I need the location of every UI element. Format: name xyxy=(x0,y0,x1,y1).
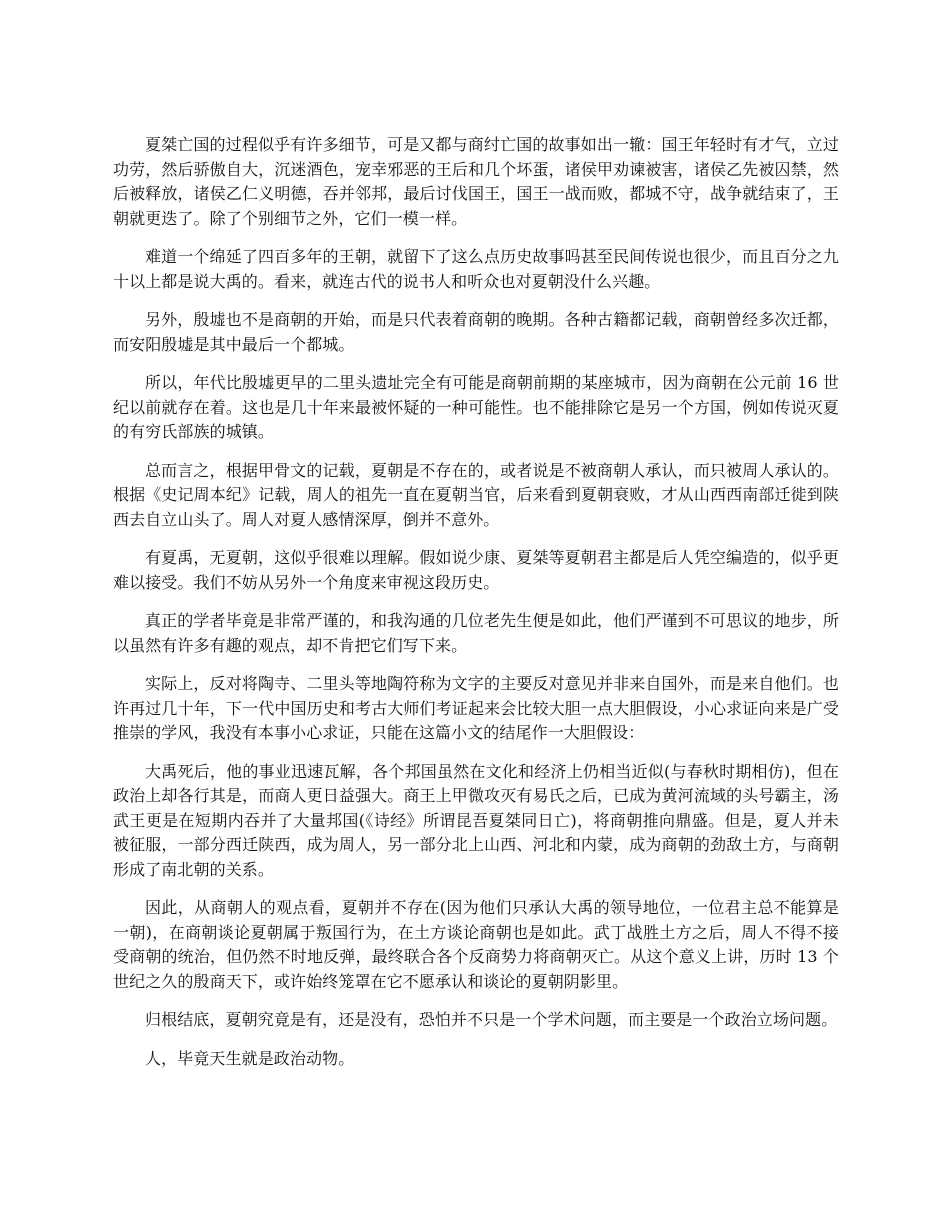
paragraph-4: 所以，年代比殷墟更早的二里头遗址完全有可能是商朝前期的某座城市，因为商朝在公元前 16 世纪以前就存在着。这也是几十年来最被怀疑的一种可能性。也不能排除它是另一个方国，例如传说灭夏的有穷氏部族的城镇。 xyxy=(113,373,839,441)
paragraph-3: 另外，殷墟也不是商朝的开始，而是只代表着商朝的晚期。各种古籍都记载，商朝曾经多次迁都，而安阳殷墟是其中最后一个都城。 xyxy=(113,310,839,354)
document-page xyxy=(113,133,839,1085)
paragraph-8: 实际上，反对将陶寺、二里头等地陶符称为文字的主要反对意见并非来自国外，而是来自他们。也许再过几十年，下一代中国历史和考古大师们考证起来会比较大胆一点大胆假设，小心求证向来是广受推崇的学风，我没有本事小心求证，只能在这篇小文的结尾作一大胆假设： xyxy=(113,674,839,742)
paragraph-6: 有夏禹，无夏朝，这似乎很难以理解。假如说少康、夏桀等夏朝君主都是后人凭空编造的，似乎更难以接受。我们不妨从另外一个角度来审视这段历史。 xyxy=(113,548,839,592)
paragraph-12: 人，毕竟天生就是政治动物。 xyxy=(145,1048,355,1068)
paragraph-1: 夏桀亡国的过程似乎有许多细节，可是又都与商纣亡国的故事如出一辙：国王年轻时有才气，立过功劳，然后骄傲自大，沉迷酒色，宠幸邪恶的王后和几个坏蛋，诸侯甲劝谏被害，诸侯乙先被囚禁，然后被释放，诸侯乙仁义明德，吞并邻邦，最后讨伐国王，国王一战而败，都城不守，战争就结束了，王朝就更迭了。除了个别细节之外，它们一模一样。 xyxy=(113,135,839,228)
paragraph-5: 总而言之，根据甲骨文的记载，夏朝是不存在的，或者说是不被商朝人承认，而只被周人承认的。根据《史记周本纪》记载，周人的祖先一直在夏朝当官，后来看到夏朝衰败，才从山西西南部迁徙到陕西去自立山头了。周人对夏人感情深厚，倒并不意外。 xyxy=(113,460,839,529)
paragraph-7: 真正的学者毕竟是非常严谨的，和我沟通的几位老先生便是如此，他们严谨到不可思议的地步，所以虽然有许多有趣的观点，却不肯把它们写下来。 xyxy=(113,611,839,655)
paragraph-9: 大禹死后，他的事业迅速瓦解，各个邦国虽然在文化和经济上仍相当近似(与春秋时期相仿)，但在政治上却各行其是，而商人更日益强大。商王上甲微攻灭有易氏之后，已成为黄河流域的头号霸主，汤武王更是在短期内吞并了大量邦国(《诗经》所谓昆吾夏桀同日亡)，将商朝推向鼎盛。但是，夏人并未被征服，一部分西迁陕西，成为周人，另一部分北上山西、河北和内蒙，成为商朝的劲敌土方，与商朝形成了南北朝的关系。 xyxy=(113,761,839,879)
paragraph-11: 归根结底，夏朝究竟是有，还是没有，恐怕并不只是一个学术问题，而主要是一个政治立场问题。 xyxy=(145,1010,838,1029)
paragraph-10: 因此，从商朝人的观点看，夏朝并不存在(因为他们只承认大禹的领导地位，一位君主总不能算是一朝)，在商朝谈论夏朝属于叛国行为，在土方谈论商朝也是如此。武丁战胜土方之后，周人不得不接受商朝的统治，但仍然不时地反弹，最终联合各个反商势力将商朝灭亡。从这个意义上讲，历时 13 个世纪之久的殷商天下，或许始终笼罩在它不愿承认和谈论的夏朝阴影里。 xyxy=(113,898,839,991)
paragraph-2: 难道一个绵延了四百多年的王朝，就留下了这么点历史故事吗甚至民间传说也很少，而且百分之九十以上都是说大禹的。看来，就连古代的说书人和听众也对夏朝没什么兴趣。 xyxy=(113,247,839,291)
